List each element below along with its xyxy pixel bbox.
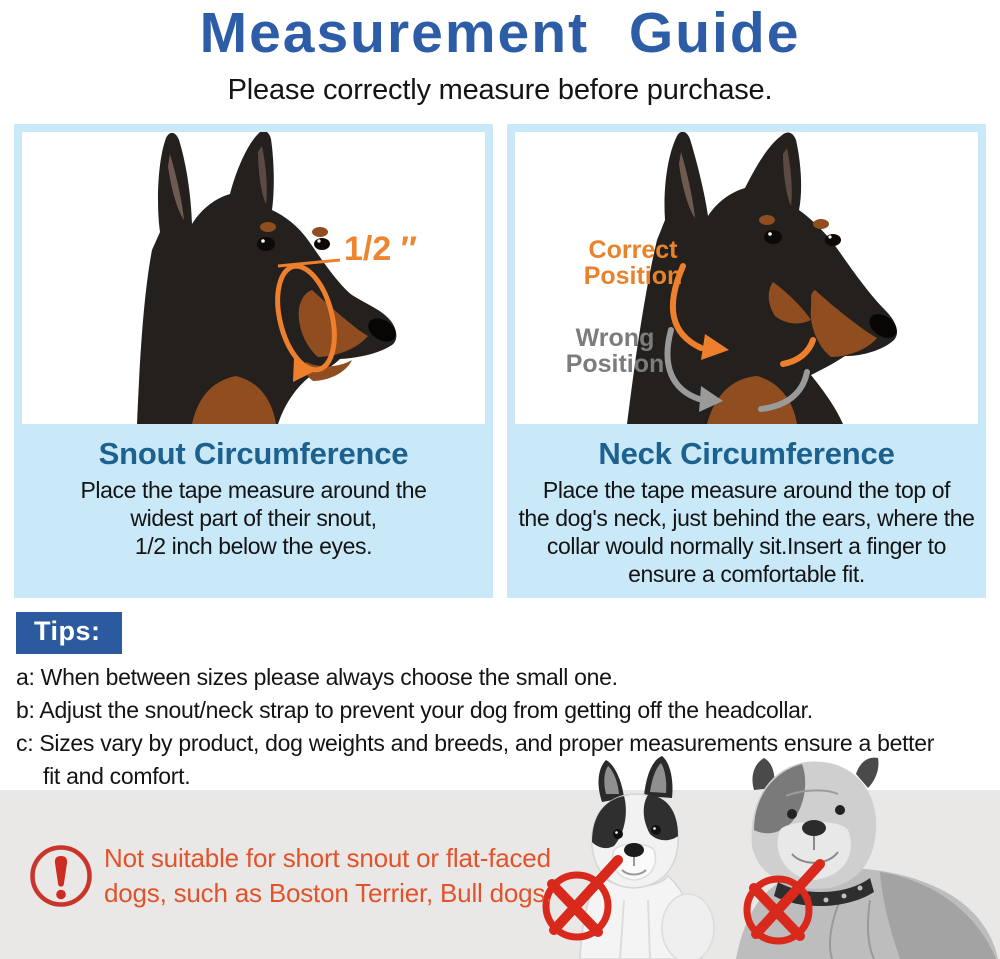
- neck-photo: [515, 132, 978, 424]
- snout-size-annotation: 1/2 ″: [344, 230, 417, 268]
- correct-position-label-line2: Position: [583, 262, 683, 290]
- neck-panel: [507, 124, 986, 598]
- neck-line-1: Place the tape measure around the top of: [542, 477, 951, 503]
- page-subtitle: Please correctly measure before purchase.: [227, 74, 773, 106]
- doberman-snout-illustration: [22, 132, 485, 424]
- neck-description: [507, 476, 986, 588]
- warning-line-2: dogs, such as Boston Terrier, Bull dogs.: [104, 878, 553, 908]
- warning-line-1: Not suitable for short snout or flat-faced: [104, 843, 551, 873]
- page-title: Measurement Guide: [199, 1, 801, 65]
- tip-b: b: Adjust the snout/neck strap to prevent your dog from getting off the headcollar.: [16, 697, 813, 723]
- snout-line-2: widest part of their snout,: [130, 505, 377, 531]
- wrong-position-label-line1: Wrong: [575, 324, 655, 352]
- snout-line-1: Place the tape measure around the: [80, 477, 427, 503]
- snout-photo: [22, 132, 485, 424]
- snout-heading: Snout Circumference: [98, 436, 409, 471]
- exclamation-circle-icon: [28, 843, 94, 909]
- warning-text: [104, 841, 552, 911]
- snout-panel: [14, 124, 493, 598]
- wrong-position-label-line2: Position: [565, 350, 665, 378]
- tips-badge: Tips:: [16, 612, 122, 654]
- neck-heading: Neck Circumference: [598, 436, 895, 471]
- tip-c: c: Sizes vary by product, dog weights and breeds, and proper measurements ensure a better fit and comfort.: [16, 730, 935, 789]
- neck-line-4: ensure a comfortable fit.: [628, 561, 865, 587]
- unsuitable-dogs-illustration: [540, 750, 1000, 959]
- snout-description: [14, 476, 493, 560]
- english-bulldog-image: [736, 758, 998, 959]
- neck-line-3: collar would normally sit.Insert a finger to: [546, 533, 947, 559]
- neck-line-2: the dog's neck, just behind the ears, where the: [518, 505, 975, 531]
- snout-line-3: 1/2 inch below the eyes.: [134, 533, 373, 559]
- tip-a: a: When between sizes please always choose the small one.: [16, 664, 618, 690]
- doberman-neck-illustration: [515, 132, 978, 424]
- correct-position-label-line1: Correct: [588, 236, 678, 264]
